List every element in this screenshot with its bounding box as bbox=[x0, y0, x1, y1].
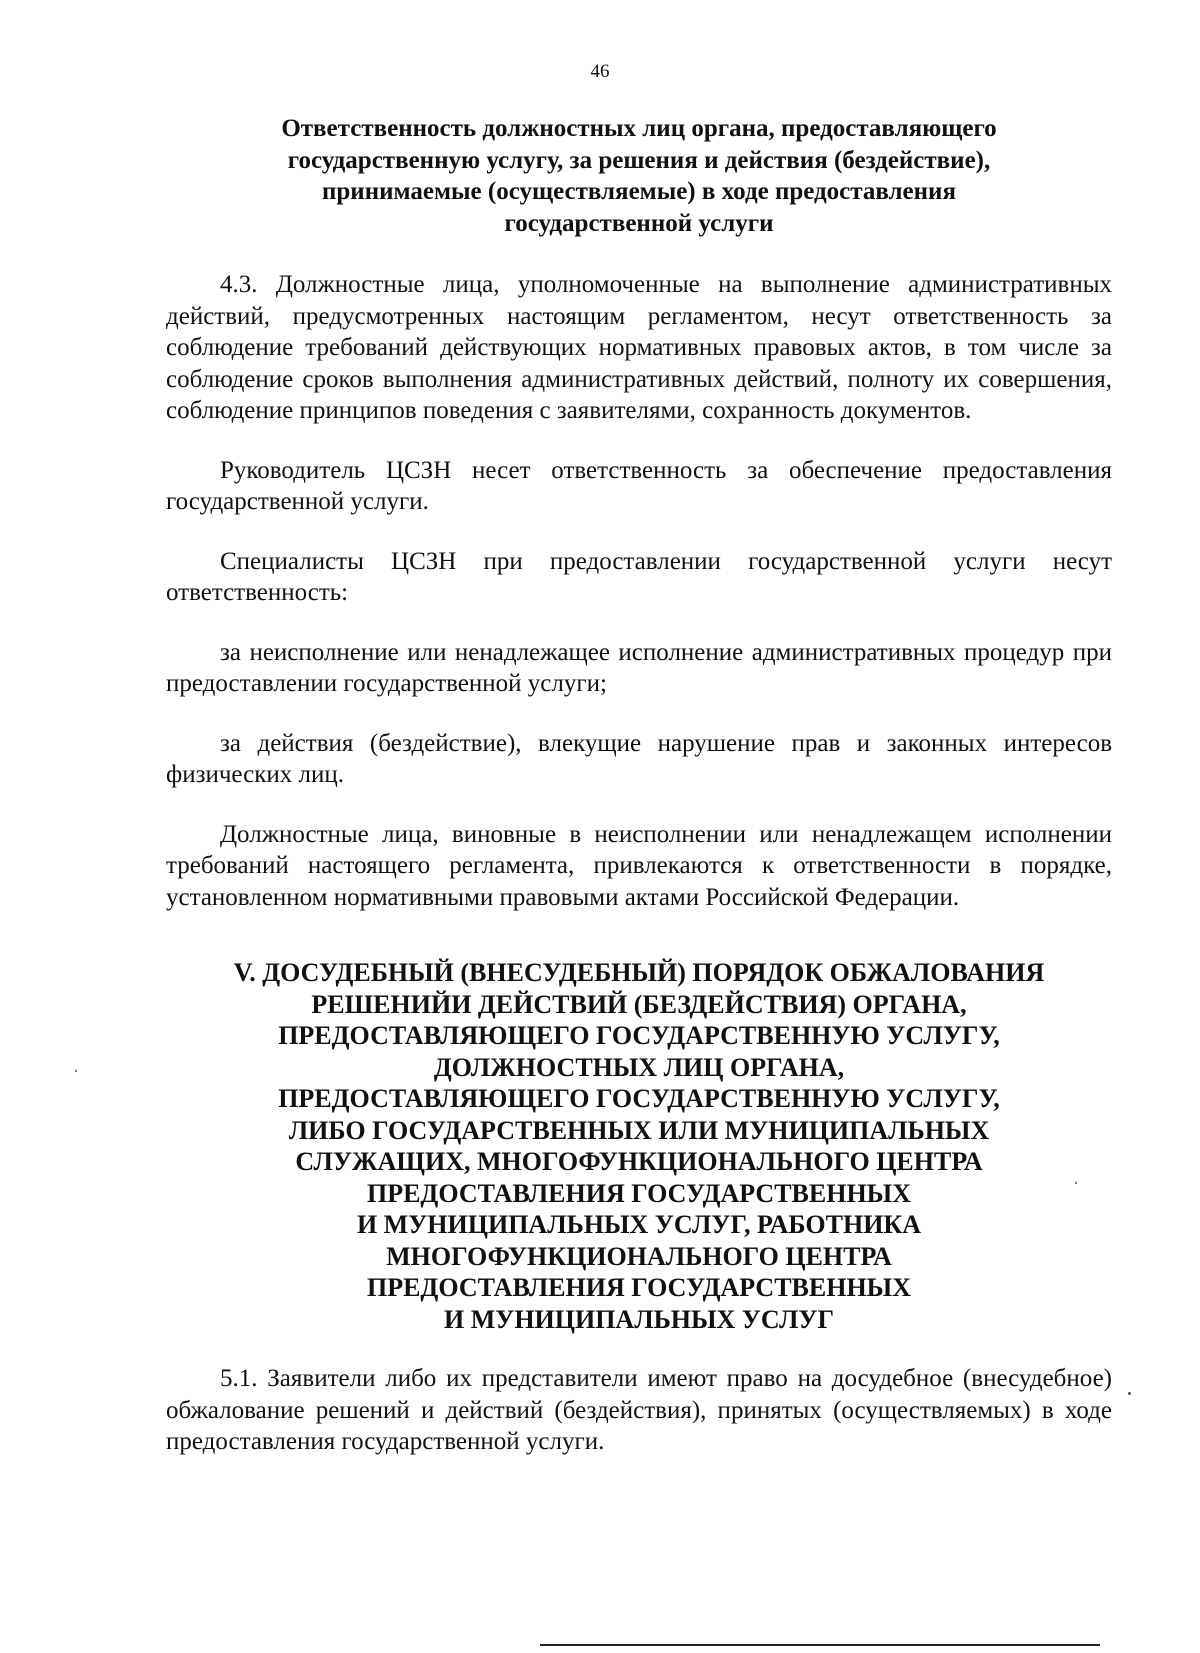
scan-speck bbox=[1128, 1392, 1131, 1395]
bottom-rule bbox=[540, 1644, 1100, 1646]
chapter-heading-line: МНОГОФУНКЦИОНАЛЬНОГО ЦЕНТРА bbox=[386, 1241, 892, 1271]
chapter-heading-line: ЛИБО ГОСУДАРСТВЕННЫХ ИЛИ МУНИЦИПАЛЬНЫХ bbox=[288, 1115, 990, 1145]
paragraph-head-responsibility: Руководитель ЦСЗН несет ответственность за обеспечение предоставления государственной услуги. bbox=[166, 456, 1112, 515]
paragraph-specialists-responsibility: Специалисты ЦСЗН при предоставлении государственной услуги несут ответственность: bbox=[166, 547, 1112, 606]
chapter-heading-line: ДОЛЖНОСТНЫХ ЛИЦ ОРГАНА, bbox=[433, 1052, 845, 1082]
chapter-heading-line: ПРЕДОСТАВЛЯЮЩЕГО ГОСУДАРСТВЕННУЮ УСЛУГУ, bbox=[278, 1021, 1000, 1050]
paragraph-5-1: 5.1. Заявители либо их представители имеют право на досудебное (внесудебное) обжалование решений и действий (бездействия), принятых (осуществляемых) в ходе предоставления государственной услуги. bbox=[166, 1365, 1112, 1455]
section-heading-line: государственной услуги bbox=[504, 209, 774, 237]
chapter-heading-line: ПРЕДОСТАВЛЕНИЯ ГОСУДАРСТВЕННЫХ bbox=[366, 1273, 911, 1302]
page-number: 46 bbox=[590, 61, 610, 82]
scan-speck bbox=[1075, 1182, 1077, 1184]
chapter-heading-line: И МУНИЦИПАЛЬНЫХ УСЛУГ bbox=[443, 1304, 835, 1334]
paragraph-rights-violation: за действия (бездействие), влекущие нарушение прав и законных интересов физических лиц. bbox=[166, 729, 1112, 788]
section-heading-line: принимаемые (осуществляемые) в ходе предоставления bbox=[322, 178, 956, 205]
paragraph-non-performance: за неисполнение или ненадлежащее исполнение административных процедур при предоставлении государственной услуги; bbox=[166, 638, 1112, 697]
chapter-heading bbox=[166, 957, 1112, 1335]
paragraph-4-3: 4.3. Должностные лица, уполномоченные на выполнение административных действий, предусмотренных настоящим регламентом, несут ответственность за соблюдение требований действующих нормативных правовых актов, в том числе за соблюдение сроков выполнения административных действий, полноту их совершения, соблюдение принципов поведения с заявителями, сохранность документов. bbox=[166, 271, 1112, 424]
section-heading bbox=[166, 113, 1112, 239]
scan-speck bbox=[75, 1070, 77, 1072]
paragraph-officials-liability: Должностные лица, виновные в неисполнении или ненадлежащем исполнении требований настоящего регламента, привлекаются к ответственности в порядке, установленном нормативными правовыми актами Российской Федерации. bbox=[166, 820, 1112, 911]
section-heading-line: государственную услугу, за решения и действия (бездействие), bbox=[287, 146, 991, 174]
chapter-heading-line: СЛУЖАЩИХ, МНОГОФУНКЦИОНАЛЬНОГО ЦЕНТРА bbox=[295, 1147, 983, 1176]
section-heading-line: Ответственность должностных лиц органа, предоставляющего bbox=[281, 115, 997, 142]
chapter-heading-line: ПРЕДОСТАВЛЕНИЯ ГОСУДАРСТВЕННЫХ bbox=[366, 1178, 911, 1208]
chapter-heading-line: И МУНИЦИПАЛЬНЫХ УСЛУГ, РАБОТНИКА bbox=[356, 1210, 922, 1239]
page-content bbox=[166, 113, 1112, 1486]
chapter-heading-line: ПРЕДОСТАВЛЯЮЩЕГО ГОСУДАРСТВЕННУЮ УСЛУГУ, bbox=[278, 1084, 1000, 1113]
chapter-heading-line: V. ДОСУДЕБНЫЙ (ВНЕСУДЕБНЫЙ) ПОРЯДОК ОБЖАЛОВАНИЯ bbox=[233, 958, 1045, 987]
chapter-heading-line: РЕШЕНИЙИ ДЕЙСТВИЙ (БЕЗДЕЙСТВИЯ) ОРГАНА, bbox=[311, 989, 967, 1019]
